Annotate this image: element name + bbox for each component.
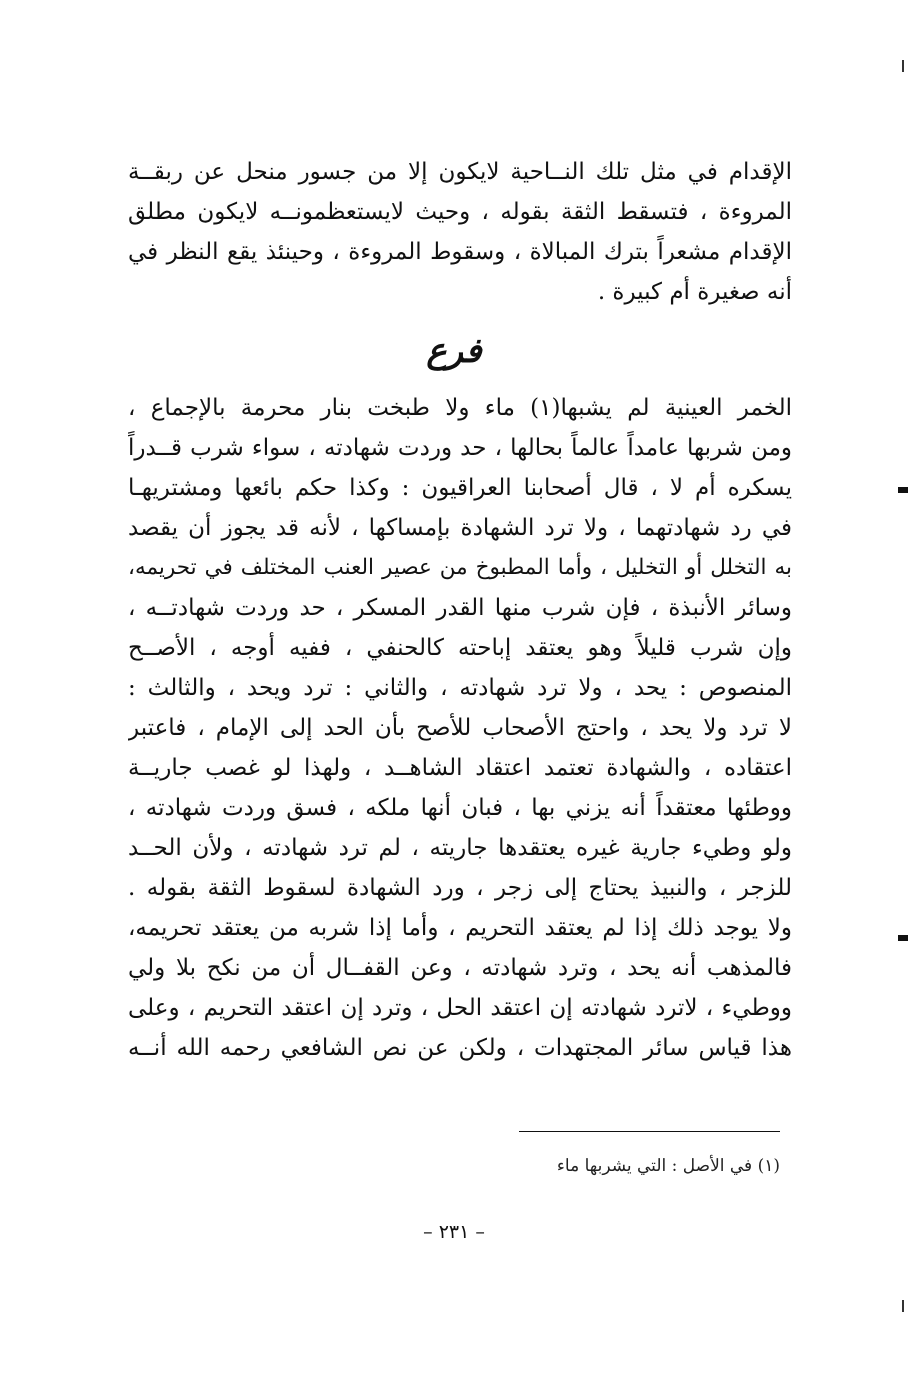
text-line: ولا يوجد ذلك إذا لم يعتقد التحريم ، وأما إذا شربه من يعتقد تحريمه، <box>128 915 792 941</box>
text-line: يسكره أم لا ، قال أصحابنا العراقيون : وكذا حكم بائعها ومشتريهـا <box>128 475 792 501</box>
scan-edge-mark <box>902 1300 904 1312</box>
text-line: وإن شرب قليلاً وهو يعتقد إباحته كالحنفي ، ففيه أوجه ، الأصــح <box>128 635 792 661</box>
section-heading: فرع <box>426 331 482 371</box>
margin-mark <box>898 487 908 493</box>
scan-edge-mark <box>902 60 904 72</box>
margin-mark <box>898 935 908 941</box>
text-line: ومن شربها عامداً عالماً بحالها ، حد وردت شهادته ، سواء شرب قــدراً <box>128 435 792 461</box>
footnote-divider <box>519 1131 780 1132</box>
paragraph-main <box>128 388 792 1068</box>
text-line: في رد شهادتهما ، ولا ترد الشهادة بإمساكها ، لأنه قد يجوز أن يقصد <box>128 515 792 541</box>
text-line: الخمر العينية لم يشبها(١) ماء ولا طبخت بنار محرمة بالإجماع ، <box>128 395 792 421</box>
text-line: وسائر الأنبذة ، فإن شرب منها القدر المسكر ، حد وردت شهادتــه ، <box>128 595 792 621</box>
text-line: أنه صغيرة أم كبيرة . <box>597 279 792 305</box>
text-line: ووطيء ، لاترد شهادته إن اعتقد الحل ، وترد إن اعتقد التحريم ، وعلى <box>128 995 792 1021</box>
text-line: فالمذهب أنه يحد ، وترد شهادته ، وعن القفــال أن من نكح بلا ولي <box>128 955 792 981</box>
text-line: به التخلل أو التخليل ، وأما المطبوخ من عصير العنب المختلف في تحريمه، <box>128 555 792 580</box>
text-line: المروءة ، فتسقط الثقة بقوله ، وحيث لايستعظمونــه لايكون مطلق <box>128 199 792 225</box>
text-line: المنصوص : يحد ، ولا ترد شهادته ، والثاني : ترد ويحد ، والثالث : <box>128 675 792 701</box>
text-line: لا ترد ولا يحد ، واحتج الأصحاب للأصح بأن الحد إلى الإمام ، فاعتبر <box>128 715 792 741</box>
paragraph-continuation <box>128 152 792 312</box>
text-line: هذا قياس سائر المجتهدات ، ولكن عن نص الشافعي رحمه الله أنــه <box>128 1035 792 1061</box>
text-line: للزجر ، والنبيذ يحتاج إلى زجر ، ورد الشهادة لسقوط الثقة بقوله . <box>128 875 792 901</box>
text-line: ولو وطيء جارية غيره يعتقدها جاريته ، لم ترد شهادته ، ولأن الحــد <box>128 835 792 861</box>
text-line: اعتقاده ، والشهادة تعتمد اعتقاد الشاهــد ، ولهذا لو غصب جاريــة <box>128 755 792 781</box>
page-number: – ٢٣١ – <box>423 1221 485 1243</box>
text-line: الإقدام مشعراً بترك المبالاة ، وسقوط المروءة ، وحينئذ يقع النظر في <box>128 239 792 265</box>
text-line: ووطئها معتقداً أنه يزني بها ، فبان أنها ملكه ، فسق وردت شهادته ، <box>128 795 792 821</box>
footnote: (١) في الأصل : التي يشربها ماء <box>556 1156 780 1176</box>
text-line: الإقدام في مثل تلك النــاحية لايكون إلا من جسور منحل عن ربقــة <box>128 159 792 185</box>
